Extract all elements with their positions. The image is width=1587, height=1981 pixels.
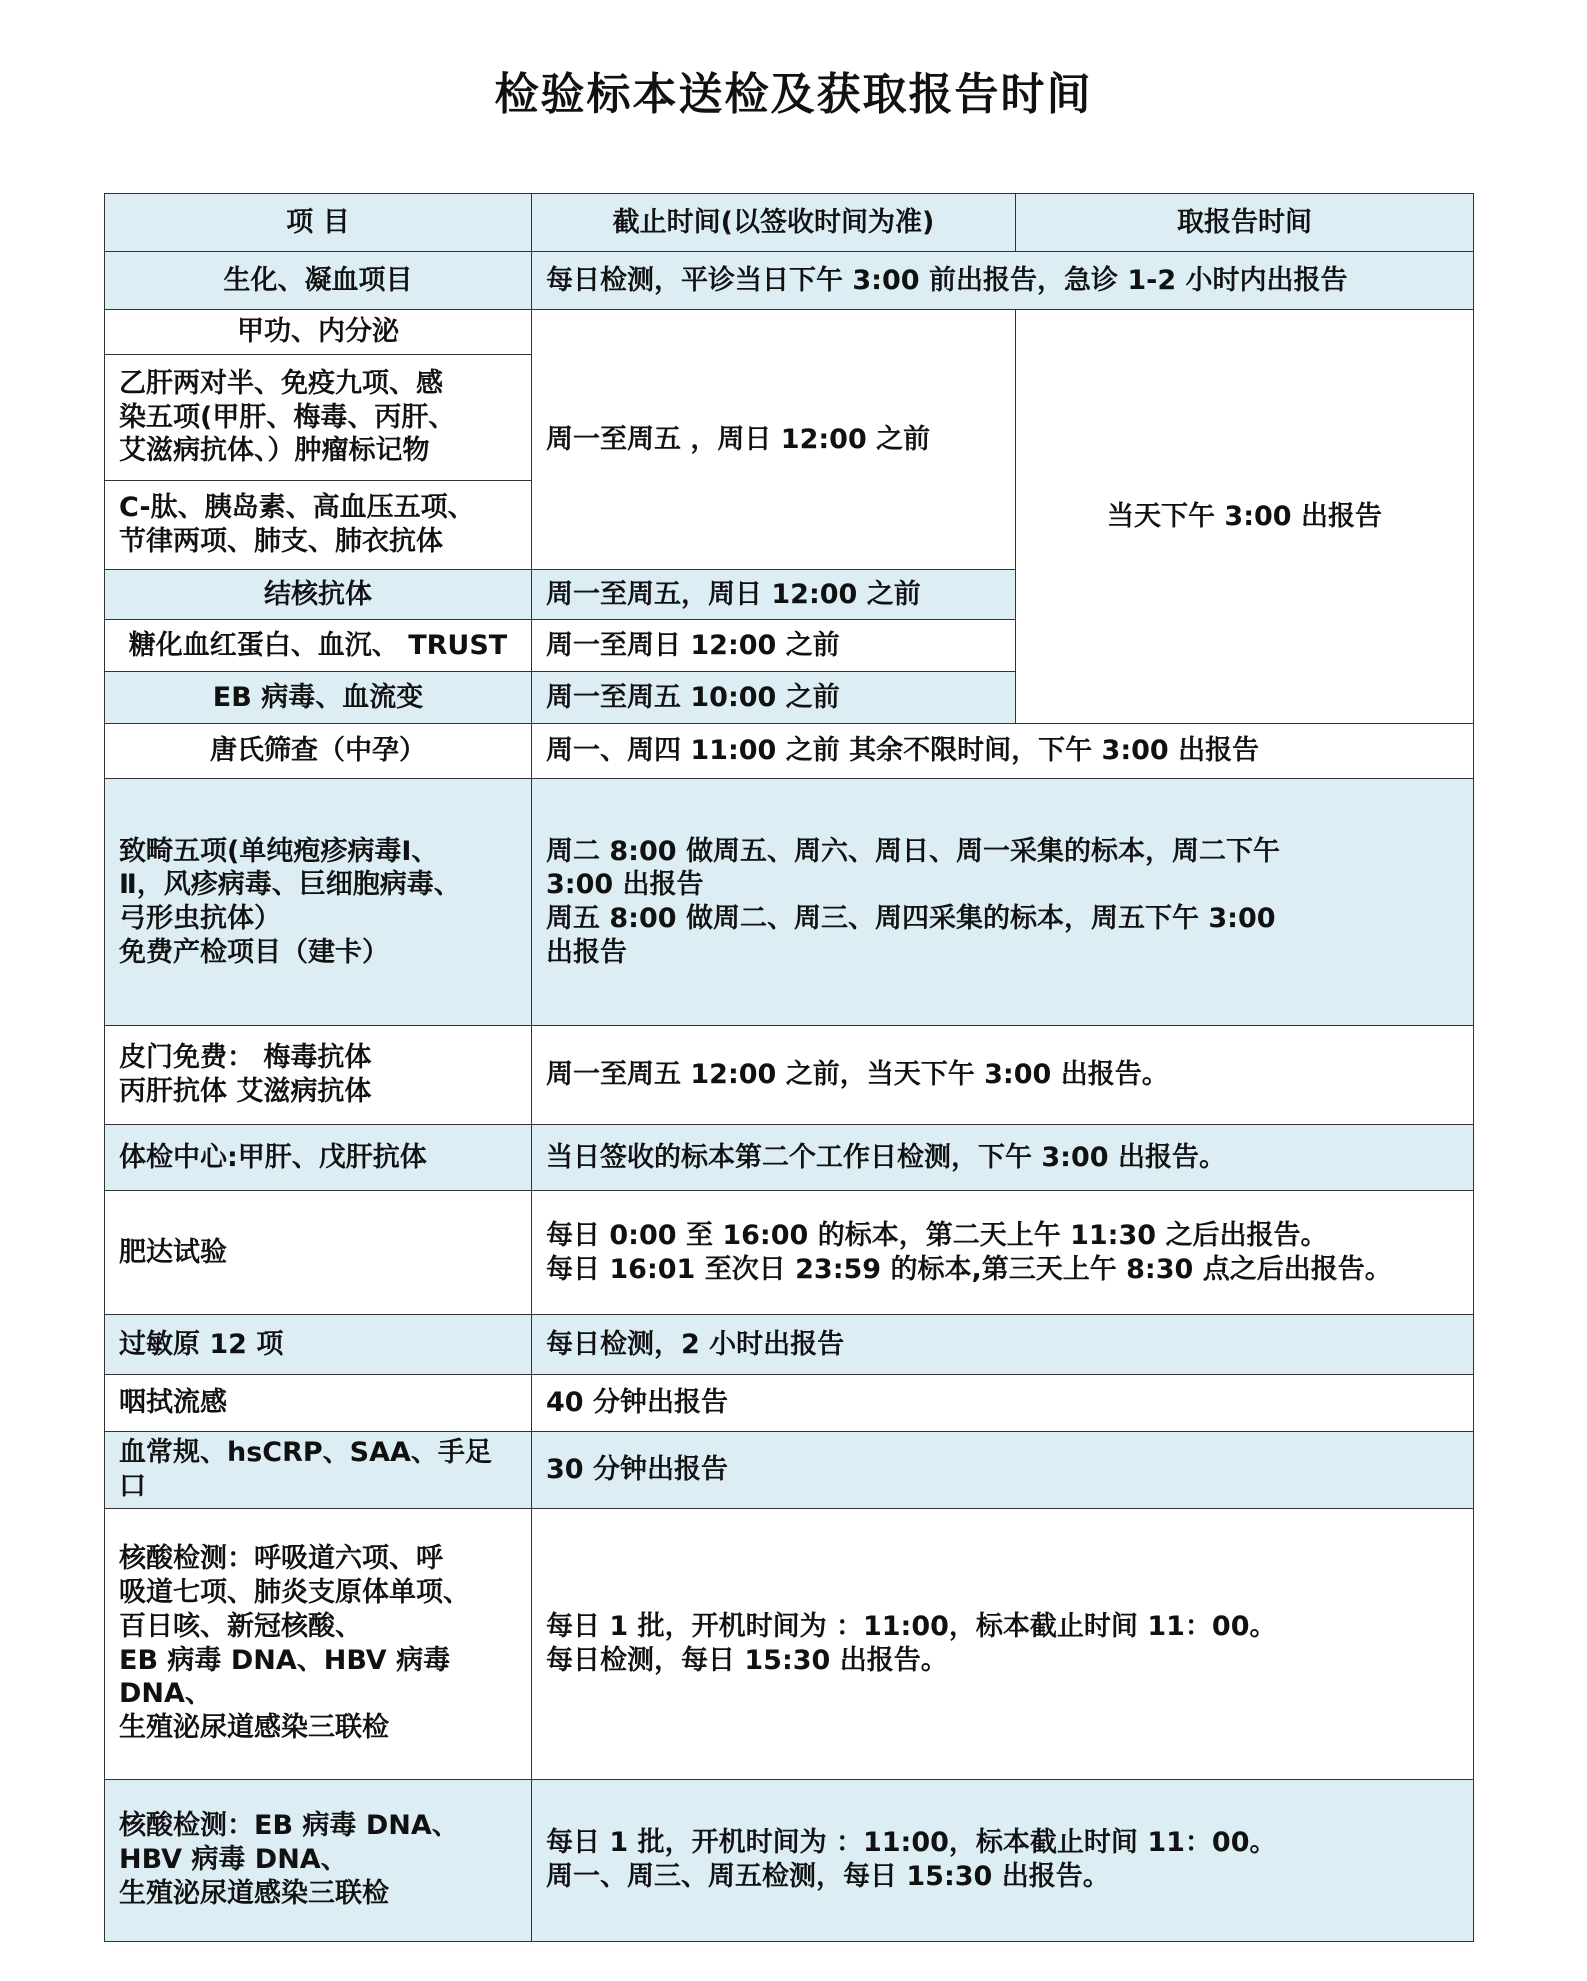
row-detail-line: 出报告 bbox=[546, 936, 627, 968]
row-item-line: 核酸检测：呼吸道六项、呼 bbox=[119, 1543, 443, 1575]
row-item: 体检中心:甲肝、戊肝抗体 bbox=[105, 1125, 532, 1191]
table-row bbox=[105, 1432, 1474, 1509]
table-row bbox=[105, 1315, 1474, 1375]
header-item: 项 目 bbox=[105, 194, 532, 252]
table-row bbox=[105, 1191, 1474, 1315]
row-item-line: 致畸五项(单纯疱疹病毒Ⅰ、 bbox=[119, 835, 439, 867]
row-detail: 当日签收的标本第二个工作日检测，下午 3:00 出报告。 bbox=[532, 1125, 1474, 1191]
row-detail-line: 每日 1 批，开机时间为 ：11:00，标本截止时间 11：00。 bbox=[546, 1827, 1277, 1859]
row-deadline: 周一至周日 12:00 之前 bbox=[532, 620, 1016, 672]
table-row bbox=[105, 1375, 1474, 1432]
row-item bbox=[105, 481, 532, 570]
row-item-line: 丙肝抗体 艾滋病抗体 bbox=[119, 1076, 372, 1107]
row-deadline: 周一至周五，周日 12:00 之前 bbox=[532, 570, 1016, 620]
row-item bbox=[105, 779, 532, 1026]
row-item-line: 节律两项、肺支、肺衣抗体 bbox=[119, 526, 443, 557]
table-row bbox=[105, 1125, 1474, 1191]
row-item: 咽拭流感 bbox=[105, 1375, 532, 1432]
row-item: 过敏原 12 项 bbox=[105, 1315, 532, 1375]
row-item bbox=[105, 1026, 532, 1125]
row-detail bbox=[532, 1191, 1474, 1315]
row-detail bbox=[532, 1779, 1474, 1941]
row-item-line: 乙肝两对半、免疫九项、感 bbox=[119, 367, 443, 399]
row-item: 肥达试验 bbox=[105, 1191, 532, 1315]
row-item-line: 染五项(甲肝、梅毒、丙肝、 bbox=[119, 401, 456, 433]
row-item-line: HBV 病毒 DNA、 bbox=[119, 1844, 348, 1876]
row-item bbox=[105, 1508, 532, 1779]
row-item-line: 生殖泌尿道感染三联检 bbox=[119, 1712, 389, 1743]
page-title: 检验标本送检及获取报告时间 bbox=[494, 69, 1093, 120]
row-detail: 周一、周四 11:00 之前 其余不限时间，下午 3:00 出报告 bbox=[532, 724, 1474, 779]
table-row bbox=[105, 1779, 1474, 1941]
row-detail: 30 分钟出报告 bbox=[532, 1432, 1474, 1509]
row-item-line: C-肽、胰岛素、高血压五项、 bbox=[119, 492, 475, 524]
row-detail bbox=[532, 1508, 1474, 1779]
table-row bbox=[105, 252, 1474, 310]
row-deadline: 周一至周五 ，周日 12:00 之前 bbox=[532, 310, 1016, 570]
row-detail-line: 周一、周三、周五检测，每日 15:30 出报告。 bbox=[546, 1861, 1110, 1892]
row-detail-line: 每日 0:00 至 16:00 的标本，第二天上午 11:30 之后出报告。 bbox=[546, 1219, 1328, 1251]
row-item-line: Ⅱ，风疹病毒、巨细胞病毒、 bbox=[119, 869, 461, 901]
table-row bbox=[105, 724, 1474, 779]
row-item: 血常规、hsCRP、SAA、手足口 bbox=[105, 1432, 532, 1509]
row-item: 生化、凝血项目 bbox=[105, 252, 532, 310]
table-row bbox=[105, 1026, 1474, 1125]
row-detail: 周一至周五 12:00 之前，当天下午 3:00 出报告。 bbox=[532, 1026, 1474, 1125]
row-detail-line: 每日检测，每日 15:30 出报告。 bbox=[546, 1644, 948, 1676]
row-item-line: 吸道七项、肺炎支原体单项、 bbox=[119, 1577, 470, 1608]
table-header-row bbox=[105, 194, 1474, 252]
row-detail-line: 每日 1 批，开机时间为 ：11:00，标本截止时间 11：00。 bbox=[546, 1610, 1277, 1642]
row-detail-line: 3:00 出报告 bbox=[546, 869, 704, 901]
row-item-line: 艾滋病抗体、）肿瘤标记物 bbox=[119, 435, 430, 467]
table-row bbox=[105, 1508, 1474, 1779]
row-item-line: 免费产检项目（建卡） bbox=[119, 936, 389, 968]
row-item bbox=[105, 1779, 532, 1941]
row-item-line: EB 病毒 DNA、HBV 病毒 DNA、 bbox=[119, 1644, 451, 1710]
row-item-line: 生殖泌尿道感染三联检 bbox=[119, 1877, 389, 1909]
row-detail: 每日检测，2 小时出报告 bbox=[532, 1315, 1474, 1375]
row-report-time: 当天下午 3:00 出报告 bbox=[1016, 310, 1474, 724]
header-deadline: 截止时间(以签收时间为准) bbox=[532, 194, 1016, 252]
row-item: EB 病毒、血流变 bbox=[105, 672, 532, 724]
row-item bbox=[105, 355, 532, 481]
header-report-time: 取报告时间 bbox=[1016, 194, 1474, 252]
table-row bbox=[105, 310, 1474, 355]
row-item-line: 百日咳、新冠核酸、 bbox=[119, 1610, 362, 1642]
schedule-table bbox=[104, 193, 1474, 1942]
row-detail-line: 周二 8:00 做周五、周六、周日、周一采集的标本，周二下午 bbox=[546, 835, 1280, 867]
row-detail-line: 周五 8:00 做周二、周三、周四采集的标本，周五下午 3:00 bbox=[546, 903, 1276, 934]
row-item-line: 弓形虫抗体） bbox=[119, 903, 281, 934]
row-item: 结核抗体 bbox=[105, 570, 532, 620]
row-item: 甲功、内分泌 bbox=[105, 310, 532, 355]
row-detail: 40 分钟出报告 bbox=[532, 1375, 1474, 1432]
row-item: 唐氏筛查（中孕） bbox=[105, 724, 532, 779]
row-detail-line: 每日 16:01 至次日 23:59 的标本,第三天上午 8:30 点之后出报告。 bbox=[546, 1253, 1392, 1285]
table-row bbox=[105, 779, 1474, 1026]
row-item-line: 核酸检测：EB 病毒 DNA、 bbox=[119, 1810, 459, 1842]
row-deadline: 周一至周五 10:00 之前 bbox=[532, 672, 1016, 724]
row-detail bbox=[532, 779, 1474, 1026]
row-item-line: 皮门免费： 梅毒抗体 bbox=[119, 1042, 372, 1074]
row-item: 糖化血红蛋白、血沉、 TRUST bbox=[105, 620, 532, 672]
row-detail: 每日检测，平诊当日下午 3:00 前出报告，急诊 1-2 小时内出报告 bbox=[532, 252, 1474, 310]
